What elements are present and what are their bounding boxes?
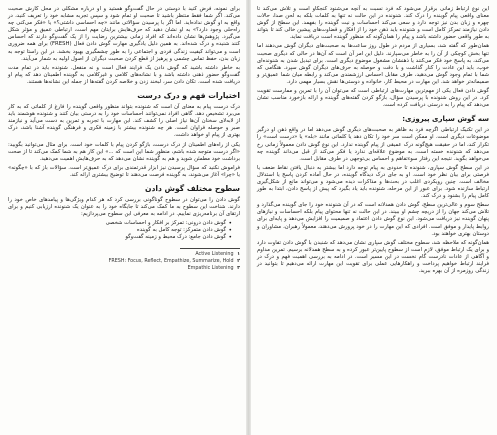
left-paragraph-levels: گوش دادن را می‌توان در سطوح گوناگونی بررسی کرد که هر کدام ویژگی‌ها و پیامدهای خاص خود را دارند. شناخت این سطوح به ما کمک می‌کند تا جایگاه خود را به عنوان یک شنونده ارزیابی کنیم و برای ارتقای آن برنامه‌ریزی نماییم. در ادامه به معرفی این سطوح می‌پردازیم: <box>8 196 240 218</box>
list-item: • گوش دادن درونی: تمرکز بر افکار و احساسات شخصی <box>8 220 232 227</box>
left-paragraph: یکی از راه‌های اطمینان از درک درست، بازگو کردن پیام با کلمات خود است. برای مثال می‌توانید بگویید: «اگر درست متوجه شده باشم، منظور شما این است که ...» این کار هم به شما کمک می‌کند تا از صحت برداشت خود مطمئن شوید و هم به گوینده نشان می‌دهد که به حرف‌هایش اهمیت می‌دهید. <box>8 141 240 162</box>
section-heading-listening-levels: سطوح مختلف گوش دادن <box>145 183 240 193</box>
left-paragraph-top: برای نمونه، فرض کنید با دوستی در حال گفت‌وگو هستید و او درباره مشکلی در محل کارش صحبت می‌کند. اگر شما فقط منتظر باشید تا صحبت او تمام شود و سپس تجربه مشابه خود را تعریف کنید، در واقع به او گوش نداده‌اید. اما اگر با پرسیدن سؤالاتی مانند «چه احساسی داشتی؟» یا «فکر می‌کنی چه راه‌حلی وجود دارد؟» به او نشان دهید که حرف‌هایش برایتان مهم است، ارتباطی عمیق و مؤثر شکل می‌گیرد. پژوهش‌ها نشان داده‌اند که افراد زمانی بیشترین رضایت را از یک گفت‌وگو دارند که احساس کنند شنیده و درک شده‌اند. به همین دلیل یادگیری مهارت گوش دادن فعال (FRESH) برای همه ضروری است و می‌تواند کیفیت زندگی فردی و اجتماعی را به طور چشمگیری بهبود بخشد. در این راستا توجه به زبان بدن، حفظ تماس چشمی و پرهیز از قطع کردن صحبت دیگران از اصول اولیه به شمار می‌آیند. <box>8 6 240 62</box>
left-paragraph-mid: به خاطر داشته باشید که گوش دادن یک فرایند فعال است و نه منفعل. شنونده باید در تمام مدت گفت‌وگو حضور ذهنی داشته باشد و با نشانه‌های کلامی و غیرکلامی به گوینده اطمینان دهد که پیام او دریافت شده است. تکان دادن سر، لبخند زدن و خلاصه کردن گفته‌ها از جمله این نشانه‌ها هستند. <box>8 64 240 85</box>
right-paragraph: در این تکنیک ارتباطی اگرچه فرد به ظاهر به صحبت‌های دیگری گوش می‌دهد اما در واقع ذهن او درگیر موضوعات دیگری است. او ممکن است سر خود را تکان دهد یا کلماتی مانند «بله» یا «درست است» را تکرار کند، اما در حقیقت هیچ‌گونه درک عمیقی از پیام گوینده ندارد. این نوع گوش دادن معمولاً زمانی رخ می‌دهد که شنونده خسته است، به موضوع علاقه‌ای ندارد یا فکر می‌کند از قبل می‌داند گوینده چه می‌خواهد بگوید. نتیجه این رفتار سوءتفاهم و احساس بی‌توجهی در طرف مقابل است. <box>257 127 489 162</box>
footnote-text: Active Listening <box>195 251 234 257</box>
section-heading-understanding: اختیارات فهم و درک درست <box>137 91 240 101</box>
right-paragraph: گوش دادن فعال یکی از مهم‌ترین مهارت‌های ارتباطی است که می‌توان آن را با تمرین و ممارست تقویت کرد. در این روش شنونده با پرسیدن سؤال، بازگو کردن گفته‌های گوینده و ارائه بازخورد مناسب نشان می‌دهد که پیام را به درستی دریافت کرده است. <box>257 88 489 109</box>
footnote <box>8 259 240 265</box>
left-paragraph: فراموش نکنید که سؤال پرسیدن نیز ابزار قدرتمندی برای درک عمیق‌تر است. سؤالات باز که با «چگونه» یا «چرا» آغاز می‌شوند، به گوینده فرصت می‌دهند تا توضیح بیشتری ارائه کند. <box>8 164 240 178</box>
footnote-text: Empathic Listening <box>187 266 234 272</box>
footnote <box>8 252 240 258</box>
right-paragraph: همان‌طور که گفته شد، بسیاری از مردم در طول روز ساعت‌ها به صحبت‌های دیگران گوش می‌دهند اما تنها بخش کوچکی از آن را به خاطر می‌سپارند. دلیل این امر آن است که آن‌ها در حالی که دیگری صحبت می‌کند، به پاسخ خود فکر می‌کنند یا ذهنشان مشغول موضوع دیگری است. برای تبدیل شدن به شنونده‌ای خوب، باید این عادت را کنار گذاشت و با دقت و حوصله به حرف‌های دیگران گوش سپرد. هنگامی که شما با تمام وجود گوش می‌دهید، طرف مقابل احساس ارزشمندی می‌کند و رابطه میان شما عمیق‌تر و صمیمانه‌تر خواهد شد. این مهارت در محیط کار، خانواده و دوستی‌ها نقش بسیار مهمی دارد. <box>257 43 489 85</box>
right-paragraph: سطح سوم و عالی‌ترین سطح، گوش دادن همدلانه است که در آن شنونده خود را جای گوینده می‌گذارد و تلاش می‌کند جهان را از دریچه چشم او ببیند. در این حالت نه تنها محتوای پیام بلکه احساسات و نیازهای پنهان گوینده نیز دریافت می‌شود. این نوع گوش دادن اعتماد و صمیمیت را افزایش می‌دهد و پایه‌ای برای روابط پایدار و موفق است. افرادی که این مهارت را در خود پرورش می‌دهند، معمولاً رهبران، مشاوران و دوستان بهتری خواهند بود. <box>257 202 489 237</box>
footnote-divider <box>180 248 240 249</box>
right-page <box>251 0 497 435</box>
list-item: • گوش دادن جامع: درک محیط و زمینه گفت‌وگو <box>8 234 232 241</box>
left-paragraph: درک درست پیام به معنای آن است که شنونده بتواند منظور واقعی گوینده را فارغ از کلماتی که به کار می‌برد تشخیص دهد. گاهی افراد نمی‌توانند احساسات خود را به درستی بیان کنند و شنونده هوشمند باید از لابه‌لای سخنان آن‌ها نیاز اصلی را کشف کند. این مهارت با تجربه و تمرین به دست می‌آید و نیازمند صبر و حوصله فراوان است. هر چه شنونده بیشتر با زمینه فکری و فرهنگی گوینده آشنا باشد، درک بهتری از پیام او خواهد داشت. <box>8 104 240 139</box>
footnote-number: ۳ <box>237 266 240 272</box>
left-page <box>0 0 246 435</box>
list-item: • گوش دادن متمرکز: توجه کامل به گوینده <box>8 227 232 234</box>
right-paragraph: این نوع ارتباط زمانی برقرار می‌شود که فرد نسبت به آنچه می‌شنود کنجکاو است و تلاش می‌کند تا معنای واقعی پیام گوینده را درک کند. شنونده در این حالت نه تنها به کلمات بلکه به لحن صدا، حالات چهره و زبان بدن نیز توجه دارد و سعی می‌کند احساسات و نیت گوینده را بفهمد. این سطح از گوش دادن نیازمند تمرکز کامل است و شنونده باید ذهن خود را از افکار و قضاوت‌های پیشین خالی کند تا بتواند به طور واقعی حضور داشته باشد و پیام را همان‌گونه که منظور گوینده است دریافت نماید. <box>257 6 489 41</box>
footnote-number: ۱ <box>237 251 240 257</box>
section-heading-listening-types: سه گوش سپاری پیروزی: <box>402 115 489 124</box>
levels-list <box>8 220 240 241</box>
footnote-text: FRESH: Focus, Reflect, Empathize, Summarize, Hold <box>108 258 234 264</box>
footnote <box>8 266 240 272</box>
footnote-number: ۲ <box>237 258 240 264</box>
right-paragraph-bottom: همان‌گونه که ملاحظه شد، سطوح مختلف گوش سپاری نشان می‌دهد که شنیدن با گوش دادن تفاوت دارد و برای یک ارتباط موفق، لازم است از سطوح پایین‌تر عبور کرده و به سطح همدلانه برسیم. تمرین مداوم و آگاهی از عادات نادرست گام نخست در این مسیر است. در ادامه به بررسی اهمیت فهم و درک در فرایند ارتباط خواهیم پرداخت و راهکارهایی عملی برای تقویت این مهارت ارائه می‌دهیم تا بتوانید در زندگی روزمره از آن بهره ببرید. <box>257 239 489 275</box>
right-paragraph: در این سطح گوش سپاری، شنونده تا حدودی به پیام توجه دارد اما بیشتر به دنبال یافتن نقاط ضعف یا فرصتی برای بیان نظر خود است. او به جای درک دیدگاه گوینده، در حال آماده کردن پاسخ یا استدلال مخالف است. چنین رویکردی اغلب در بحث‌ها و مذاکرات دیده می‌شود و می‌تواند مانع از شکل‌گیری ارتباط سازنده شود. برای عبور از این مرحله، شنونده باید یاد بگیرد که پیش از پاسخ دادن، ابتدا به طور کامل پیام را بشنود و درک کند. <box>257 164 489 200</box>
